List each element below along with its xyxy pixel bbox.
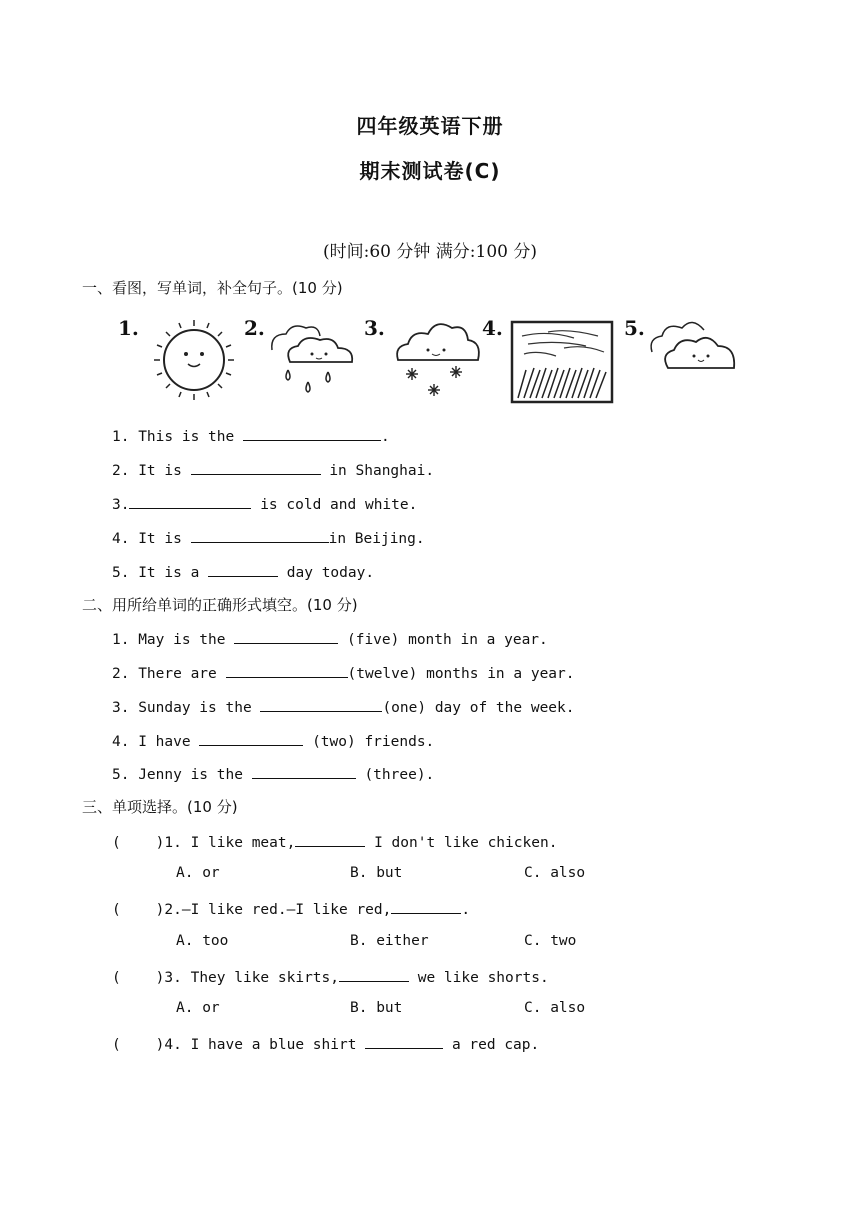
- question-line: 1. May is the (five) month in a year.: [112, 629, 548, 648]
- option-c[interactable]: C. also: [524, 865, 586, 881]
- answer-blank[interactable]: [191, 460, 321, 475]
- answer-blank[interactable]: [260, 697, 382, 712]
- question-line: 5. It is a day today.: [112, 562, 374, 581]
- option-b[interactable]: B. but: [350, 1000, 403, 1016]
- answer-blank[interactable]: [208, 562, 278, 577]
- cloudy-icon: [646, 316, 742, 386]
- exam-meta: (时间:60 分钟 满分:100 分): [322, 242, 537, 262]
- question-line: 3. is cold and white.: [112, 494, 417, 513]
- answer-blank[interactable]: [365, 1034, 443, 1049]
- answer-blank[interactable]: [234, 629, 338, 644]
- answer-blank[interactable]: [252, 764, 356, 779]
- choice-question: ( )4. I have a blue shirt a red cap.: [112, 1034, 539, 1053]
- choice-question: ( )2.—I like red.—I like red, .: [112, 899, 470, 918]
- option-c[interactable]: C. two: [524, 933, 577, 949]
- answer-blank[interactable]: [199, 731, 303, 746]
- section-2-heading: 二、用所给单词的正确形式填空。(10 分): [82, 596, 358, 614]
- answer-blank[interactable]: [295, 832, 365, 847]
- option-c[interactable]: C. also: [524, 1000, 586, 1016]
- page-title: 四年级英语下册: [356, 114, 504, 138]
- option-a[interactable]: A. too: [176, 933, 229, 949]
- windy-field-icon: [508, 318, 616, 408]
- question-line: 5. Jenny is the (three).: [112, 764, 434, 783]
- picture-number: 3.: [364, 316, 385, 340]
- picture-number: 1.: [118, 316, 139, 340]
- sun-icon: [146, 314, 242, 406]
- question-line: 1. This is the .: [112, 426, 390, 445]
- snow-cloud-icon: [390, 316, 486, 408]
- option-b[interactable]: B. either: [350, 933, 429, 949]
- answer-blank[interactable]: [339, 967, 409, 982]
- picture-number: 2.: [244, 316, 265, 340]
- page-subtitle: 期末测试卷(C): [359, 159, 501, 183]
- picture-number: 5.: [624, 316, 645, 340]
- option-b[interactable]: B. but: [350, 865, 403, 881]
- answer-blank[interactable]: [243, 426, 381, 441]
- picture-row: [112, 312, 752, 412]
- section-1-heading: 一、看图，写单词，补全句子。(10 分): [82, 279, 343, 297]
- question-line: 2. It is in Shanghai.: [112, 460, 434, 479]
- answer-blank[interactable]: [191, 528, 329, 543]
- question-line: 4. It is in Beijing.: [112, 528, 425, 547]
- answer-blank[interactable]: [391, 899, 461, 914]
- option-a[interactable]: A. or: [176, 1000, 220, 1016]
- answer-blank[interactable]: [226, 663, 348, 678]
- option-a[interactable]: A. or: [176, 865, 220, 881]
- choice-question: ( )1. I like meat, I don't like chicken.: [112, 832, 557, 851]
- question-line: 4. I have (two) friends.: [112, 731, 434, 750]
- picture-number: 4.: [482, 316, 503, 340]
- question-line: 2. There are (twelve) months in a year.: [112, 663, 575, 682]
- rain-cloud-icon: [266, 318, 362, 410]
- choice-question: ( )3. They like skirts, we like shorts.: [112, 967, 549, 986]
- section-3-heading: 三、单项选择。(10 分): [82, 798, 238, 816]
- question-line: 3. Sunday is the (one) day of the week.: [112, 697, 575, 716]
- answer-blank[interactable]: [129, 494, 251, 509]
